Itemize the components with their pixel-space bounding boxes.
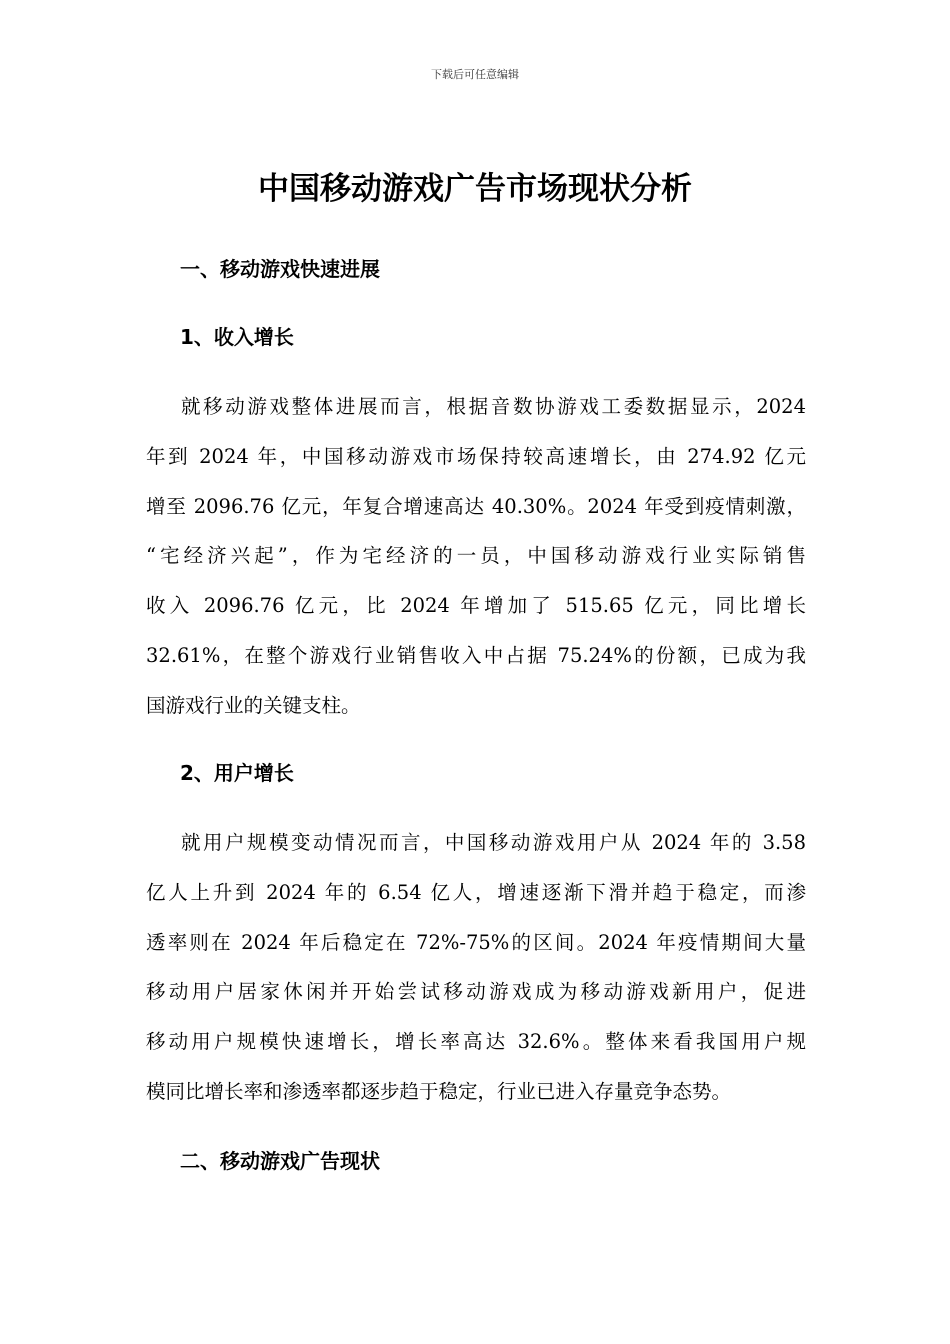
- paragraph-line: 国游戏行业的关键支柱。: [146, 693, 361, 717]
- paragraph-line: 32.61%，在整个游戏行业销售收入中占据 75.24%的份额，已成为我: [146, 643, 806, 667]
- paragraph-line: 增至 2096.76 亿元，年复合增速高达 40.30%。2024 年受到疫情刺激，: [146, 494, 806, 518]
- paragraph-line: 收入 2096.76 亿元，比 2024 年增加了 515.65 亿元，同比增长: [146, 594, 806, 618]
- paragraph-line: “宅经济兴起”，作为宅经济的一员，中国移动游戏行业实际销售: [146, 544, 806, 568]
- paragraph-income: [146, 382, 806, 731]
- paragraph-line: 亿人上升到 2024 年的 6.54 亿人，增速逐渐下滑并趋于稳定，而渗: [146, 880, 806, 904]
- paragraph-line: 透率则在 2024 年后稳定在 72%-75%的区间。2024 年疫情期间大量: [146, 930, 806, 954]
- subsection-heading-users: 2、用户增长: [180, 761, 294, 785]
- subsection-heading-income: 1、收入增长: [180, 325, 294, 349]
- paragraph-users: [146, 818, 806, 1117]
- page-header-note: 下载后可任意编辑: [431, 68, 519, 81]
- document-title: 中国移动游戏广告市场现状分析: [258, 171, 692, 207]
- paragraph-line: 移动用户规模快速增长，增长率高达 32.6%。整体来看我国用户规: [146, 1030, 806, 1054]
- paragraph-line: 就用户规模变动情况而言，中国移动游戏用户从 2024 年的 3.58: [181, 831, 806, 854]
- section-heading-2: 二、移动游戏广告现状: [180, 1149, 380, 1173]
- paragraph-line: 就移动游戏整体进展而言，根据音数协游戏工委数据显示，2024: [181, 395, 806, 418]
- paragraph-line: 年到 2024 年，中国移动游戏市场保持较高速增长，由 274.92 亿元: [146, 444, 806, 468]
- paragraph-line: 移动用户居家休闲并开始尝试移动游戏成为移动游戏新用户，促进: [146, 980, 806, 1004]
- section-heading-1: 一、移动游戏快速进展: [180, 257, 380, 281]
- paragraph-line: 模同比增长率和渗透率都逐步趋于稳定，行业已进入存量竞争态势。: [146, 1079, 732, 1103]
